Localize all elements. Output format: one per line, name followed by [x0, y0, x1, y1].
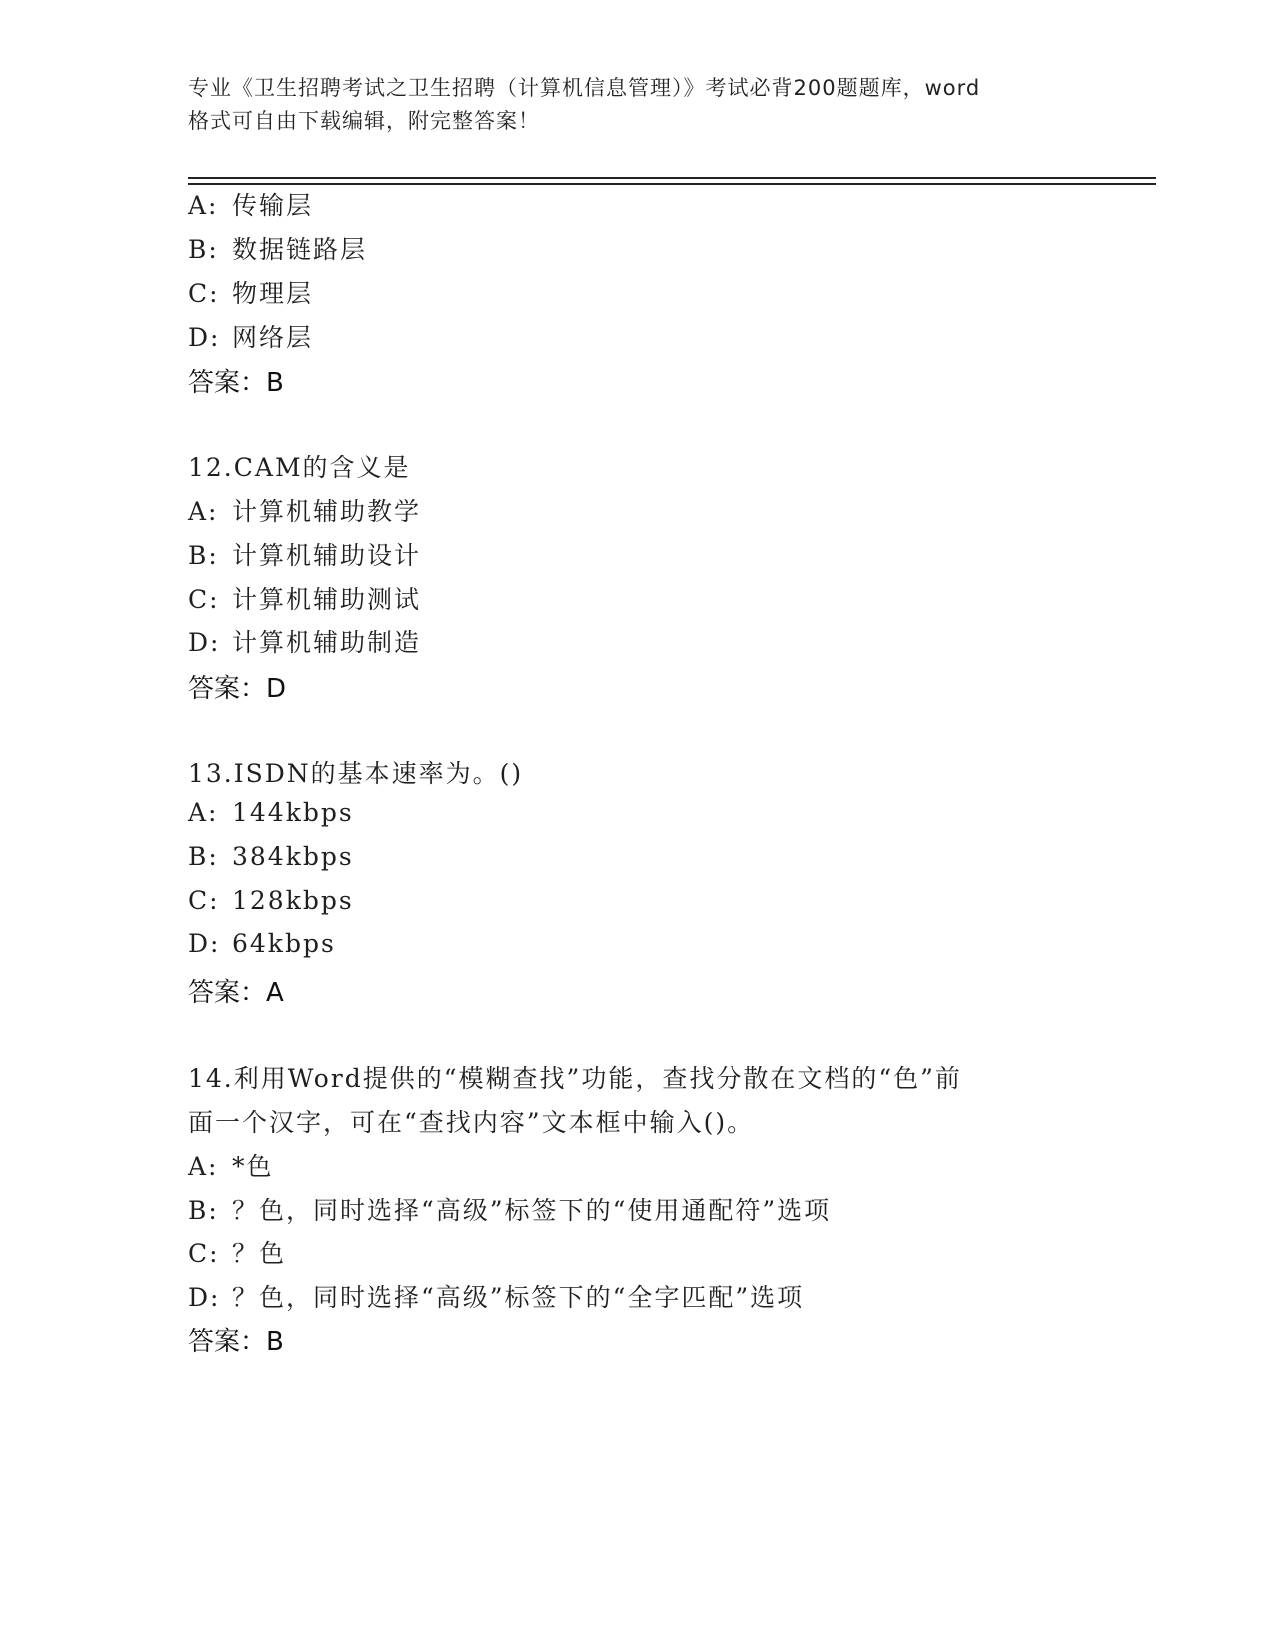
- question-stem-line-1: 14.利用Word提供的“模糊查找”功能，查找分散在文档的“色”前: [188, 1064, 962, 1093]
- option-c: C: ？色: [188, 1239, 287, 1268]
- option-c: C: 计算机辅助测试: [188, 585, 422, 614]
- option-d: D: 网络层: [188, 323, 314, 352]
- question-stem: 13.ISDN的基本速率为。(): [188, 759, 524, 788]
- option-c: C: 物理层: [188, 279, 314, 308]
- question-stem-line-2: 面一个汉字，可在“查找内容”文本框中输入()。: [188, 1108, 755, 1137]
- option-b: B: 计算机辅助设计: [188, 541, 422, 570]
- option-d: D: ？色，同时选择“高级”标签下的“全字匹配”选项: [188, 1283, 805, 1312]
- answer-line: 答案：B: [188, 1327, 284, 1357]
- option-a: A: 传输层: [188, 191, 314, 220]
- option-a: A: 计算机辅助教学: [188, 497, 422, 526]
- header-title-line-1: 专业《卫生招聘考试之卫生招聘（计算机信息管理）》考试必背200题题库，word: [188, 76, 981, 100]
- header-divider-bottom: [188, 183, 1156, 185]
- option-b: B: 384kbps: [188, 842, 354, 871]
- answer-line: 答案：D: [188, 674, 287, 704]
- option-a: A: *色: [188, 1152, 274, 1181]
- option-b: B: ？色，同时选择“高级”标签下的“使用通配符”选项: [188, 1196, 832, 1225]
- question-stem: 12.CAM的含义是: [188, 453, 411, 482]
- document-header: [188, 72, 1088, 138]
- answer-line: 答案：A: [188, 978, 284, 1008]
- header-title-line-2: 格式可自由下载编辑，附完整答案！: [188, 109, 540, 133]
- option-d: D: 计算机辅助制造: [188, 628, 422, 657]
- option-a: A: 144kbps: [188, 798, 354, 827]
- option-b: B: 数据链路层: [188, 235, 368, 264]
- answer-line: 答案：B: [188, 368, 284, 398]
- option-c: C: 128kbps: [188, 886, 354, 915]
- header-divider-top: [188, 177, 1156, 179]
- option-d: D: 64kbps: [188, 929, 336, 958]
